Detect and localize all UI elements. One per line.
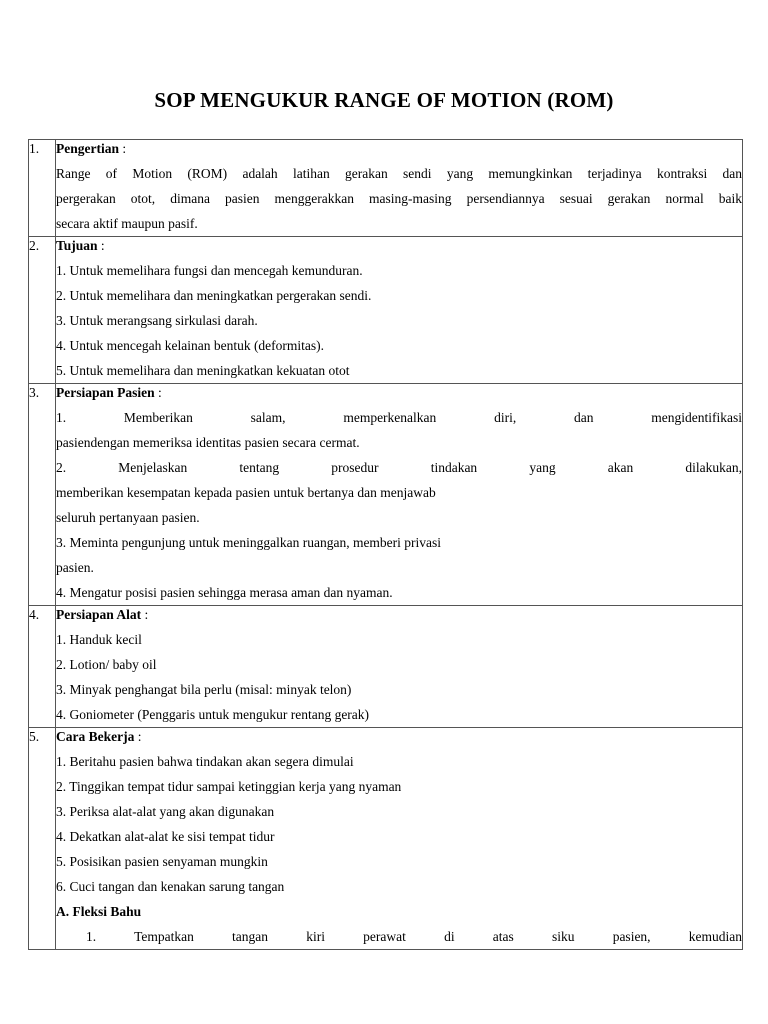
row-number: 2. bbox=[29, 237, 56, 384]
content-line: 1. Handuk kecil bbox=[56, 632, 142, 647]
section-heading-label: Cara Bekerja bbox=[56, 729, 135, 744]
row-number: 3. bbox=[29, 384, 56, 606]
content-line: 1. Memberikan salam, memperkenalkan diri, dan mengidentifikasi bbox=[56, 410, 742, 425]
content-line: 2. Untuk memelihara dan meningkatkan pergerakan sendi. bbox=[56, 288, 372, 303]
sop-table bbox=[28, 139, 743, 950]
row-content bbox=[56, 140, 743, 237]
section-heading-label: Persiapan Pasien bbox=[56, 385, 155, 400]
content-line: 2. Tinggikan tempat tidur sampai ketinggian kerja yang nyaman bbox=[56, 779, 402, 794]
content-line: Range of Motion (ROM) adalah latihan gerakan sendi yang memungkinkan terjadinya kontraksi dan bbox=[56, 166, 742, 181]
sop-row bbox=[29, 384, 743, 606]
sop-row bbox=[29, 728, 743, 950]
sop-table-body bbox=[29, 140, 743, 950]
content-line: 1. Beritahu pasien bahwa tindakan akan segera dimulai bbox=[56, 754, 354, 769]
row-content bbox=[56, 384, 743, 606]
row-number: 5. bbox=[29, 728, 56, 950]
section-heading: Persiapan Alat : bbox=[56, 607, 149, 622]
page-title: SOP MENGUKUR RANGE OF MOTION (ROM) bbox=[154, 88, 614, 112]
content-line: 3. Minyak penghangat bila perlu (misal: minyak telon) bbox=[56, 682, 352, 697]
content-line: memberikan kesempatan kepada pasien untuk bertanya dan menjawab bbox=[56, 485, 436, 500]
sop-row bbox=[29, 237, 743, 384]
content-line: pergerakan otot, dimana pasien menggerakkan masing-masing persendiannya sesuai gerakan normal baik bbox=[56, 191, 742, 206]
section-heading-label: Pengertian bbox=[56, 141, 119, 156]
content-line: 6. Cuci tangan dan kenakan sarung tangan bbox=[56, 879, 285, 894]
section-heading-label: Persiapan Alat bbox=[56, 607, 142, 622]
content-line: 3. Meminta pengunjung untuk meninggalkan ruangan, memberi privasi bbox=[56, 535, 442, 550]
content-line: 1. Tempatkan tangan kiri perawat di atas siku pasien, kemudian bbox=[86, 929, 742, 944]
sop-row bbox=[29, 140, 743, 237]
row-number: 4. bbox=[29, 606, 56, 728]
row-number: 1. bbox=[29, 140, 56, 237]
row-content bbox=[56, 606, 743, 728]
section-heading: Tujuan : bbox=[56, 238, 105, 253]
content-line: 3. Periksa alat-alat yang akan digunakan bbox=[56, 804, 275, 819]
content-line: 4. Goniometer (Penggaris untuk mengukur rentang gerak) bbox=[56, 707, 370, 722]
content-line: secara aktif maupun pasif. bbox=[56, 216, 198, 231]
section-heading: Cara Bekerja : bbox=[56, 729, 142, 744]
section-heading: Pengertian : bbox=[56, 141, 127, 156]
content-line: 2. Menjelaskan tentang prosedur tindakan yang akan dilakukan, bbox=[56, 460, 742, 475]
content-line: seluruh pertanyaan pasien. bbox=[56, 510, 200, 525]
content-line: 5. Posisikan pasien senyaman mungkin bbox=[56, 854, 268, 869]
content-line: 4. Mengatur posisi pasien sehingga merasa aman dan nyaman. bbox=[56, 585, 393, 600]
content-line: 5. Untuk memelihara dan meningkatkan kekuatan otot bbox=[56, 363, 350, 378]
sub-heading: A. Fleksi Bahu bbox=[56, 904, 142, 919]
row-content bbox=[56, 237, 743, 384]
sop-row bbox=[29, 606, 743, 728]
content-line: pasien. bbox=[56, 560, 94, 575]
content-line: 1. Untuk memelihara fungsi dan mencegah kemunduran. bbox=[56, 263, 363, 278]
content-line: 4. Untuk mencegah kelainan bentuk (deformitas). bbox=[56, 338, 325, 353]
content-line: pasiendengan memeriksa identitas pasien secara cermat. bbox=[56, 435, 360, 450]
section-heading: Persiapan Pasien : bbox=[56, 385, 162, 400]
content-line: 2. Lotion/ baby oil bbox=[56, 657, 157, 672]
content-line: 3. Untuk merangsang sirkulasi darah. bbox=[56, 313, 258, 328]
content-line: 4. Dekatkan alat-alat ke sisi tempat tidur bbox=[56, 829, 275, 844]
section-heading-label: Tujuan bbox=[56, 238, 98, 253]
row-content bbox=[56, 728, 743, 950]
